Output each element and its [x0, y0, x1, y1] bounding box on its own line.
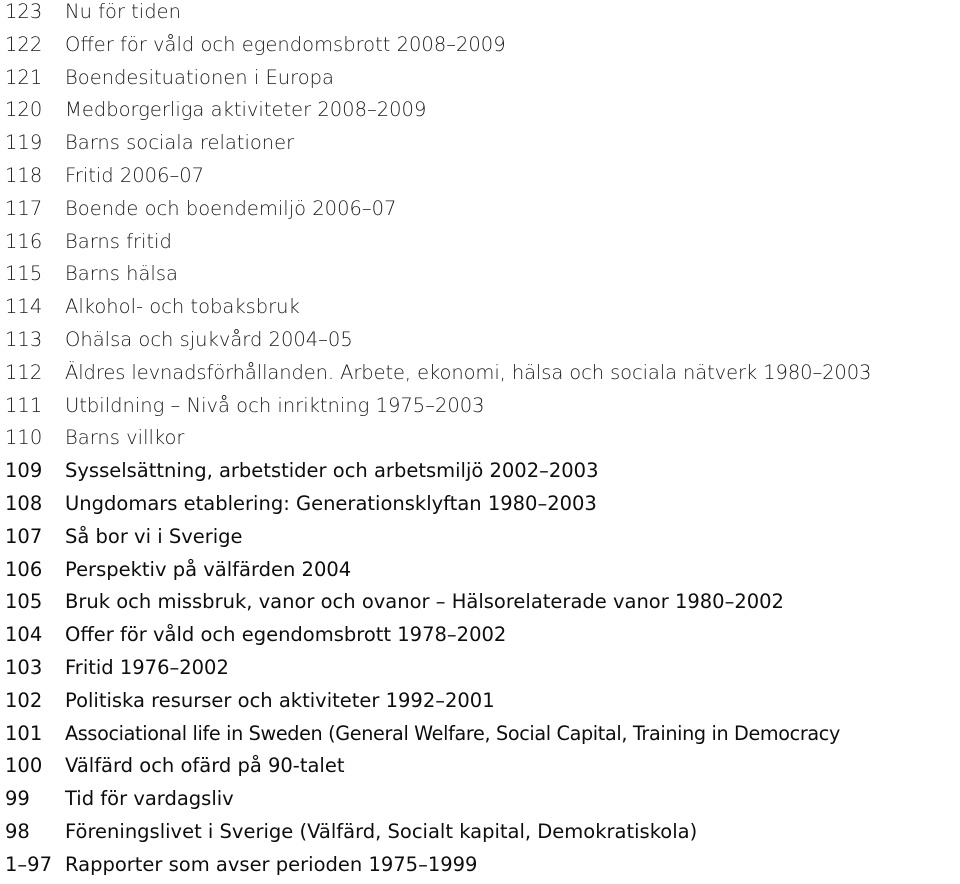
- report-number: 1–97: [5, 852, 52, 876]
- list-item: [0, 226, 960, 259]
- report-title: Nu för tiden: [65, 0, 181, 23]
- list-item: [0, 718, 960, 751]
- report-title: Boendesituationen i Europa: [65, 65, 335, 89]
- report-number: 101: [5, 721, 43, 745]
- report-number: 117: [5, 196, 43, 220]
- report-title: Ungdomars etablering: Generationsklyftan 1980–2003: [65, 491, 597, 515]
- list-item: [0, 0, 960, 29]
- list-item: [0, 750, 960, 783]
- report-number: 105: [5, 590, 43, 614]
- list-item: [0, 849, 960, 882]
- list-item: [0, 94, 960, 127]
- list-item: [0, 619, 960, 652]
- report-title: Utbildning – Nivå och inriktning 1975–2003: [65, 393, 485, 417]
- list-item: [0, 29, 960, 62]
- report-number: 122: [5, 32, 43, 56]
- list-item: [0, 652, 960, 685]
- list-item: [0, 193, 960, 226]
- report-number: 118: [5, 163, 43, 187]
- list-item: [0, 685, 960, 718]
- list-item: [0, 324, 960, 357]
- list-item: [0, 357, 960, 390]
- report-title: Boende och boendemiljö 2006–07: [65, 196, 397, 220]
- report-title: Barns fritid: [65, 229, 172, 253]
- list-item: [0, 455, 960, 488]
- list-item: [0, 816, 960, 849]
- report-title: Offer för våld och egendomsbrott 1978–2002: [65, 623, 507, 647]
- report-title: Fritid 2006–07: [65, 163, 205, 187]
- report-number: 103: [5, 655, 43, 679]
- report-number: 115: [5, 262, 43, 286]
- report-title: Sysselsättning, arbetstider och arbetsmiljö 2002–2003: [65, 459, 599, 483]
- report-number: 112: [5, 360, 43, 384]
- report-title: Offer för våld och egendomsbrott 2008–2009: [65, 32, 506, 56]
- report-number: 119: [5, 131, 43, 155]
- report-number: 116: [5, 229, 43, 253]
- report-title: Föreningslivet i Sverige (Välfärd, Socialt kapital, Demokratiskola): [65, 819, 698, 843]
- report-title: Välfärd och ofärd på 90-talet: [65, 754, 345, 778]
- report-number: 108: [5, 491, 43, 515]
- report-number: 104: [5, 623, 43, 647]
- report-title: Barns sociala relationer: [65, 131, 295, 155]
- report-title: Perspektiv på välfärden 2004: [65, 557, 352, 581]
- list-item: [0, 127, 960, 160]
- report-number: 107: [5, 524, 43, 548]
- list-item: [0, 291, 960, 324]
- list-item: [0, 258, 960, 291]
- list-item: [0, 554, 960, 587]
- report-title: Tid för vardagsliv: [65, 787, 234, 811]
- report-number: 99: [5, 787, 30, 811]
- list-item: [0, 783, 960, 816]
- report-title: Rapporter som avser perioden 1975–1999: [65, 852, 478, 876]
- list-item: [0, 488, 960, 521]
- report-title: Associational life in Sweden (General Welfare, Social Capital, Training in Democracy: [65, 721, 841, 745]
- list-item: [0, 422, 960, 455]
- report-number: 121: [5, 65, 43, 89]
- report-title: Politiska resurser och aktiviteter 1992–2001: [65, 688, 495, 712]
- report-title: Barns hälsa: [65, 262, 178, 286]
- report-number: 111: [5, 393, 43, 417]
- list-item: [0, 521, 960, 554]
- report-number: 100: [5, 754, 43, 778]
- report-title: Ohälsa och sjukvård 2004–05: [65, 327, 353, 351]
- report-number: 110: [5, 426, 43, 450]
- list-item: [0, 390, 960, 423]
- report-title: Barns villkor: [65, 426, 185, 450]
- list-item: [0, 586, 960, 619]
- list-item: [0, 62, 960, 95]
- report-title: Äldres levnadsförhållanden. Arbete, ekonomi, hälsa och sociala nätverk 1980–2003: [65, 360, 872, 384]
- report-number: 98: [5, 819, 30, 843]
- report-title: Alkohol- och tobaksbruk: [65, 295, 300, 319]
- report-number: 123: [5, 0, 43, 23]
- report-title: Så bor vi i Sverige: [65, 524, 243, 548]
- report-title: Fritid 1976–2002: [65, 655, 229, 679]
- report-number: 113: [5, 327, 43, 351]
- report-number: 106: [5, 557, 43, 581]
- report-title: Bruk och missbruk, vanor och ovanor – Hälsorelaterade vanor 1980–2002: [65, 590, 784, 614]
- report-title: Medborgerliga aktiviteter 2008–2009: [65, 98, 427, 122]
- report-number: 120: [5, 98, 43, 122]
- report-number: 109: [5, 459, 43, 483]
- report-number: 102: [5, 688, 43, 712]
- list-item: [0, 160, 960, 193]
- report-number: 114: [5, 295, 43, 319]
